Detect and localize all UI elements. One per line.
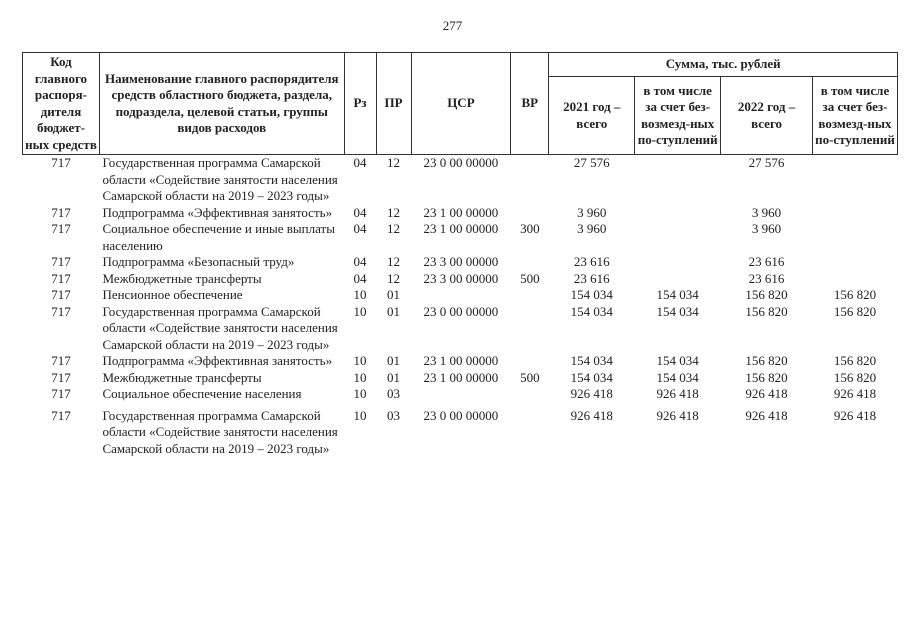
cell-csr xyxy=(411,287,511,304)
cell-2021-total: 3 960 xyxy=(577,221,607,236)
cell-name: Государственная программа Самарской области «Содействие занятости населения Самарской области на 2019 – 2023 годы» xyxy=(102,407,338,456)
cell-rz: 04 xyxy=(353,254,367,269)
cell-pr: 12 xyxy=(387,254,401,269)
cell-rz: 10 xyxy=(353,369,367,385)
cell-code: 717 xyxy=(51,369,71,385)
cell-2022-total: 156 820 xyxy=(745,353,788,368)
cell-pr: 01 xyxy=(387,287,401,302)
cell-csr: 23 1 00 00000 xyxy=(423,353,499,368)
cell-csr: 23 1 00 00000 xyxy=(423,221,499,236)
cell-2021-free: 926 418 xyxy=(656,386,699,401)
cell-name: Государственная программа Самарской области «Содействие занятости населения Самарской области на 2019 – 2023 годы» xyxy=(102,155,338,203)
cell-2021-free: 154 034 xyxy=(656,353,699,368)
cell-2021-free: 154 034 xyxy=(656,287,699,302)
cell-2022-free xyxy=(812,221,897,254)
table-row xyxy=(23,287,898,304)
cell-2021-free: 154 034 xyxy=(656,303,699,319)
budget-table xyxy=(22,52,898,457)
cell-pr: 03 xyxy=(387,386,401,401)
cell-2022-free xyxy=(812,271,897,288)
cell-2021-free xyxy=(635,205,721,222)
cell-pr: 01 xyxy=(387,369,401,385)
cell-2022-free xyxy=(812,155,897,205)
cell-rz: 10 xyxy=(353,353,367,368)
table-row xyxy=(23,271,898,288)
cell-2022-free: 926 418 xyxy=(833,386,877,401)
cell-csr xyxy=(411,386,511,403)
cell-2021-free: 154 034 xyxy=(656,369,699,385)
cell-vr: 300 xyxy=(520,221,540,236)
cell-rz: 10 xyxy=(353,303,367,319)
cell-2021-free xyxy=(635,254,721,271)
cell-2022-total: 23 616 xyxy=(748,254,785,269)
cell-rz: 10 xyxy=(353,407,367,423)
cell-vr xyxy=(511,287,549,304)
cell-2022-free: 156 820 xyxy=(833,369,877,385)
cell-2022-total: 156 820 xyxy=(745,287,788,302)
table-row xyxy=(23,304,898,354)
cell-vr xyxy=(511,353,549,370)
cell-code: 717 xyxy=(51,204,71,220)
cell-2022-total: 926 418 xyxy=(745,386,788,401)
cell-csr: 23 1 00 00000 xyxy=(423,369,499,385)
cell-2021-total: 154 034 xyxy=(570,369,613,385)
col-header-code: Код главного распоря-дителя бюджет-ных средств xyxy=(23,53,100,155)
cell-2021-total: 3 960 xyxy=(577,204,607,220)
table-row xyxy=(23,403,898,458)
cell-pr: 01 xyxy=(387,353,401,368)
cell-csr: 23 3 00 00000 xyxy=(423,254,499,269)
cell-2021-free xyxy=(635,155,721,205)
cell-name: Социальное обеспечение населения xyxy=(102,386,302,401)
cell-vr xyxy=(511,205,549,222)
cell-2021-total: 27 576 xyxy=(573,155,610,170)
table-row xyxy=(23,254,898,271)
cell-2022-free: 156 820 xyxy=(833,303,877,319)
table-body xyxy=(23,155,898,458)
cell-pr: 12 xyxy=(387,270,401,286)
table-row xyxy=(23,370,898,387)
cell-rz: 04 xyxy=(353,221,367,236)
cell-name: Подпрограмма «Безопасный труд» xyxy=(102,254,295,269)
cell-2022-free: 156 820 xyxy=(833,287,877,302)
col-header-pr: ПР xyxy=(376,53,411,155)
col-header-2021-total: 2021 год – всего xyxy=(549,77,635,155)
col-header-vr: ВР xyxy=(511,53,549,155)
col-header-2021-free: в том числе за счет без-возмезд-ных по-ступлений xyxy=(635,77,721,155)
cell-2022-free xyxy=(812,205,897,222)
cell-pr: 01 xyxy=(387,303,401,319)
cell-pr: 12 xyxy=(387,221,401,236)
cell-csr: 23 1 00 00000 xyxy=(423,204,499,220)
cell-2022-total: 27 576 xyxy=(748,155,785,170)
cell-2022-total: 156 820 xyxy=(745,369,788,385)
cell-2022-free: 156 820 xyxy=(833,353,877,368)
cell-2021-total: 23 616 xyxy=(573,254,610,269)
cell-csr: 23 0 00 00000 xyxy=(423,155,499,170)
cell-name: Подпрограмма «Эффективная занятость» xyxy=(102,353,333,368)
cell-name: Государственная программа Самарской области «Содействие занятости населения Самарской области на 2019 – 2023 годы» xyxy=(102,303,338,352)
cell-name: Межбюджетные трансферты xyxy=(102,369,262,385)
cell-code: 717 xyxy=(51,155,71,170)
cell-code: 717 xyxy=(51,386,71,401)
cell-2021-total: 926 418 xyxy=(570,407,613,423)
col-header-rz: Рз xyxy=(344,53,376,155)
col-header-2022-total: 2022 год – всего xyxy=(721,77,813,155)
cell-pr: 12 xyxy=(387,204,401,220)
cell-rz: 10 xyxy=(353,386,367,401)
cell-2021-total: 154 034 xyxy=(570,287,613,302)
col-header-name: Наименование главного распорядителя средств областного бюджета, раздела, подраздела, целевой статьи, группы видов расходов xyxy=(99,53,344,155)
cell-csr: 23 0 00 00000 xyxy=(423,407,499,423)
cell-code: 717 xyxy=(51,407,71,423)
cell-rz: 10 xyxy=(353,287,367,302)
cell-csr: 23 3 00 00000 xyxy=(423,270,499,286)
cell-rz: 04 xyxy=(353,204,367,220)
cell-name: Подпрограмма «Эффективная занятость» xyxy=(102,204,333,220)
cell-2021-total: 926 418 xyxy=(570,386,613,401)
cell-vr xyxy=(511,155,549,205)
header-row-top xyxy=(23,53,898,77)
cell-2021-total: 23 616 xyxy=(573,270,610,286)
cell-2022-total: 23 616 xyxy=(748,270,785,286)
cell-2022-total: 3 960 xyxy=(751,221,782,236)
cell-vr: 500 xyxy=(520,369,540,385)
cell-code: 717 xyxy=(51,270,71,286)
cell-vr xyxy=(511,254,549,271)
cell-2021-total: 154 034 xyxy=(570,353,613,368)
cell-rz: 04 xyxy=(353,155,367,170)
cell-pr: 03 xyxy=(387,407,401,423)
cell-2022-free xyxy=(812,254,897,271)
cell-code: 717 xyxy=(51,287,71,302)
cell-vr xyxy=(511,403,549,458)
cell-2021-free: 926 418 xyxy=(656,407,699,423)
page-number: 277 xyxy=(442,18,463,33)
cell-name: Межбюджетные трансферты xyxy=(102,270,262,286)
cell-2022-total: 926 418 xyxy=(745,407,788,423)
table-row xyxy=(23,386,898,403)
table-row xyxy=(23,155,898,205)
cell-rz: 04 xyxy=(353,270,367,286)
col-header-sum-group: Сумма, тыс. рублей xyxy=(549,53,898,77)
cell-2021-total: 154 034 xyxy=(570,303,613,319)
cell-code: 717 xyxy=(51,353,71,368)
col-header-2022-free: в том числе за счет без-возмезд-ных по-ступлений xyxy=(812,77,897,155)
cell-2022-total: 3 960 xyxy=(751,204,782,220)
cell-code: 717 xyxy=(51,303,71,319)
cell-pr: 12 xyxy=(387,155,401,170)
cell-2022-free: 926 418 xyxy=(833,407,877,423)
cell-name: Пенсионное обеспечение xyxy=(102,287,243,302)
cell-vr: 500 xyxy=(520,270,540,286)
table-row xyxy=(23,353,898,370)
table-row xyxy=(23,205,898,222)
col-header-csr: ЦСР xyxy=(411,53,511,155)
cell-2021-free xyxy=(635,221,721,254)
table-row xyxy=(23,221,898,254)
cell-csr: 23 0 00 00000 xyxy=(423,303,499,319)
cell-vr xyxy=(511,304,549,354)
cell-code: 717 xyxy=(51,221,71,236)
cell-vr xyxy=(511,386,549,403)
cell-2021-free xyxy=(635,271,721,288)
cell-name: Социальное обеспечение и иные выплаты населению xyxy=(102,221,335,253)
cell-2022-total: 156 820 xyxy=(745,303,788,319)
cell-code: 717 xyxy=(51,254,71,269)
